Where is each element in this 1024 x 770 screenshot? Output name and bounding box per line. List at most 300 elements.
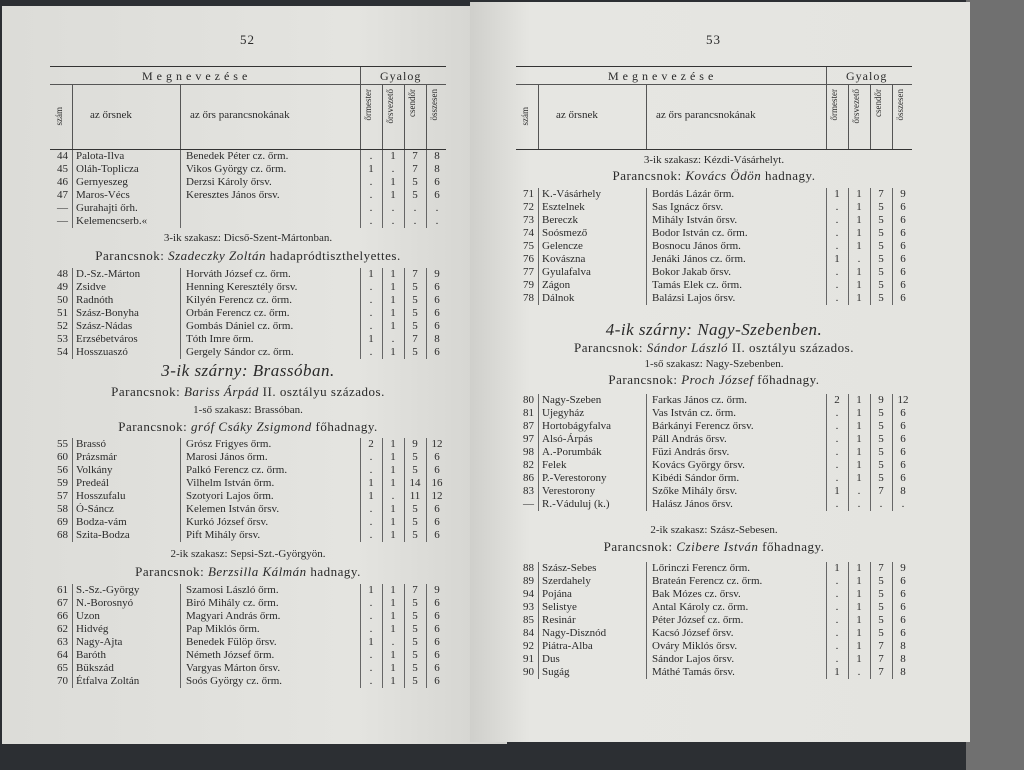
count-cell: 5	[412, 597, 418, 609]
count-cell: 7	[412, 268, 418, 280]
station-name: R.-Váduluj (k.)	[542, 498, 610, 510]
header-gyalog: Gyalog	[846, 69, 888, 83]
station-name: Ujegyház	[542, 407, 585, 419]
count-cell: .	[369, 464, 373, 476]
section-commander	[50, 248, 446, 264]
table-row	[516, 266, 912, 279]
commander-prefix: Parancsnok:	[612, 168, 682, 183]
count-cell: 8	[900, 666, 906, 678]
row-number: 56	[57, 464, 68, 476]
table-row	[516, 188, 912, 201]
count-cell: 1	[390, 477, 396, 489]
row-number: 63	[57, 636, 68, 648]
count-cell: 1	[856, 653, 862, 665]
commander-name: Bordás Lázár őrm.	[652, 188, 735, 200]
count-cell: .	[835, 240, 839, 252]
station-name: Szász-Bonyha	[76, 307, 139, 319]
count-cell: 1	[368, 268, 374, 280]
count-cell: 7	[412, 163, 418, 175]
count-cell: 1	[368, 490, 374, 502]
count-cell: 6	[900, 472, 906, 484]
count-cell: 1	[856, 562, 862, 574]
count-cell: .	[369, 215, 373, 227]
count-cell: 1	[856, 433, 862, 445]
commander-name: Lőrinczi Ferencz őrm.	[652, 562, 751, 574]
section-title: 1-ső szakasz: Brassóban.	[193, 404, 303, 416]
station-name: Esztelnek	[542, 201, 585, 213]
station-name: Ó-Sáncz	[76, 503, 114, 515]
station-name: Bükszád	[76, 662, 114, 674]
count-cell: .	[369, 307, 373, 319]
count-cell: 1	[856, 407, 862, 419]
commander-name: Proch József	[681, 372, 754, 387]
station-name: Oláh-Toplicza	[76, 163, 139, 175]
commander-rank: hadapródtiszthelyettes.	[269, 248, 401, 263]
commander-name: Szadeczky Zoltán	[168, 248, 266, 263]
commander-name: Balázsi Lajos őrsv.	[652, 292, 736, 304]
count-cell: .	[369, 346, 373, 358]
commander-name: Soós György cz. őrm.	[186, 675, 283, 687]
row-number: 73	[523, 214, 534, 226]
count-cell: 5	[878, 614, 884, 626]
row-number: 48	[57, 268, 68, 280]
count-cell: 6	[900, 575, 906, 587]
count-cell: 6	[434, 294, 440, 306]
table-row	[516, 292, 912, 305]
commander-name: Tóth Imre őrm.	[186, 333, 254, 345]
count-cell: .	[413, 202, 417, 214]
commander-name: Sas Ignácz őrsv.	[652, 201, 724, 213]
count-cell: .	[835, 653, 839, 665]
right-page	[470, 2, 970, 742]
table-row	[516, 459, 912, 472]
count-cell: 1	[856, 640, 862, 652]
count-cell: 14	[409, 477, 421, 489]
count-cell: 1	[390, 189, 396, 201]
station-name: N.-Borosnyó	[76, 597, 134, 609]
count-cell: .	[835, 214, 839, 226]
commander-name: Péter József cz. őrm.	[652, 614, 744, 626]
table-row	[50, 662, 446, 675]
station-name: Verestorony	[542, 485, 596, 497]
count-cell: .	[835, 472, 839, 484]
count-cell: 5	[412, 623, 418, 635]
count-cell: 1	[834, 188, 840, 200]
commander-name: Szamosi László őrm.	[186, 584, 279, 596]
count-cell: .	[857, 666, 861, 678]
count-cell: 6	[900, 227, 906, 239]
commander-name: Grósz Frigyes őrm.	[186, 438, 272, 450]
count-cell: 5	[412, 503, 418, 515]
count-cell: 1	[856, 446, 862, 458]
count-cell: 1	[368, 584, 374, 596]
count-cell: 6	[900, 588, 906, 600]
table-row	[50, 268, 446, 281]
table-row	[516, 240, 912, 253]
column-rule	[382, 150, 383, 228]
count-cell: .	[369, 516, 373, 528]
count-cell: 7	[878, 666, 884, 678]
header-szam: szám	[54, 107, 64, 126]
station-name: P.-Verestorony	[542, 472, 607, 484]
rows-group-2	[516, 394, 912, 511]
count-cell: 6	[900, 407, 906, 419]
row-number: 81	[523, 407, 534, 419]
count-cell: .	[369, 529, 373, 541]
count-cell: .	[369, 597, 373, 609]
count-cell: 6	[434, 675, 440, 687]
count-cell: 1	[390, 438, 396, 450]
table-row	[50, 215, 446, 228]
table-row	[516, 498, 912, 511]
column-rule	[360, 584, 361, 688]
count-cell: 5	[878, 240, 884, 252]
count-cell: 8	[900, 485, 906, 497]
table-row	[50, 150, 446, 163]
table-row	[516, 472, 912, 485]
count-cell: 6	[900, 459, 906, 471]
count-cell: 1	[856, 292, 862, 304]
row-number: 59	[57, 477, 68, 489]
commander-name: Brateán Ferencz cz. őrm.	[652, 575, 763, 587]
count-cell: 1	[390, 503, 396, 515]
count-cell: 1	[368, 636, 374, 648]
station-name: Szász-Sebes	[542, 562, 597, 574]
section-commander	[50, 564, 446, 580]
count-cell: 5	[878, 292, 884, 304]
count-cell: .	[369, 451, 373, 463]
section-title: 3-ik szakasz: Dicső-Szent-Mártonban.	[163, 232, 333, 244]
commander-rank: II. osztályu százados.	[731, 340, 854, 355]
count-cell: 5	[878, 279, 884, 291]
count-cell: 6	[434, 307, 440, 319]
table-row	[50, 438, 446, 451]
count-cell: 5	[412, 176, 418, 188]
station-name: Palota-Ilva	[76, 150, 125, 162]
count-cell: 1	[834, 253, 840, 265]
station-name: Dálnok	[542, 292, 575, 304]
commander-name: Jenáki János cz. őrm.	[652, 253, 746, 265]
table-row	[50, 636, 446, 649]
table-row	[516, 253, 912, 266]
count-cell: 1	[390, 675, 396, 687]
row-number: 49	[57, 281, 68, 293]
table-row	[50, 163, 446, 176]
header-parancsnok: az őrs parancsnokának	[656, 109, 756, 121]
commander-name: Ováry Miklós őrsv.	[652, 640, 738, 652]
count-cell: .	[857, 498, 861, 510]
count-cell: 1	[390, 597, 396, 609]
count-cell: 5	[412, 281, 418, 293]
count-cell: 6	[900, 214, 906, 226]
table-row	[516, 279, 912, 292]
row-number: 88	[523, 562, 534, 574]
count-cell: .	[391, 333, 395, 345]
column-rule	[180, 150, 181, 228]
row-number: 69	[57, 516, 68, 528]
table-row	[50, 307, 446, 320]
station-name: Prázsmár	[76, 451, 117, 463]
count-cell: .	[369, 503, 373, 515]
station-name: K.-Vásárhely	[542, 188, 601, 200]
count-cell: 8	[434, 150, 440, 162]
row-number: 44	[57, 150, 68, 162]
column-rule	[360, 438, 361, 542]
count-cell: 5	[412, 451, 418, 463]
count-cell: .	[857, 253, 861, 265]
count-cell: 6	[434, 516, 440, 528]
station-name: Soósmező	[542, 227, 588, 239]
column-rule	[404, 150, 405, 228]
row-number: 71	[523, 188, 534, 200]
station-name: Uzon	[76, 610, 100, 622]
rows-group-3	[50, 438, 446, 542]
count-cell: 7	[878, 653, 884, 665]
section-title: 3-ik szakasz: Kézdi-Vásárhelyt.	[643, 154, 785, 166]
count-cell: 1	[390, 346, 396, 358]
table-row	[516, 446, 912, 459]
table-row	[50, 464, 446, 477]
count-cell: 6	[434, 649, 440, 661]
commander-name: Kurkó József őrsv.	[186, 516, 269, 528]
column-rule	[646, 188, 647, 305]
commander-name: Gergely Sándor cz. őrm.	[186, 346, 294, 358]
count-cell: 5	[412, 662, 418, 674]
commander-rank: főhadnagy.	[762, 539, 825, 554]
row-number: 84	[523, 627, 534, 639]
count-cell: .	[413, 215, 417, 227]
count-cell: .	[391, 202, 395, 214]
header-col-osszesen: összesen	[895, 89, 905, 121]
count-cell: 6	[434, 464, 440, 476]
count-cell: 5	[878, 201, 884, 213]
row-number: 57	[57, 490, 68, 502]
count-cell: 6	[900, 627, 906, 639]
station-name: Gernyeszeg	[76, 176, 128, 188]
column-rule	[848, 188, 849, 305]
wing-title: 4-ik szárny: Nagy-Szebenben.	[605, 320, 823, 339]
column-rule	[404, 584, 405, 688]
header-gyalog: Gyalog	[380, 69, 422, 83]
count-cell: 6	[434, 189, 440, 201]
count-cell: .	[369, 320, 373, 332]
station-name: D.-Sz.-Márton	[76, 268, 141, 280]
count-cell: 6	[900, 240, 906, 252]
table-row	[50, 490, 446, 503]
table-row	[516, 640, 912, 653]
header-col-ormester: őrmester	[829, 89, 839, 121]
table-row	[50, 333, 446, 346]
row-number: 66	[57, 610, 68, 622]
column-rule	[646, 394, 647, 511]
column-rule	[870, 562, 871, 679]
count-cell: 6	[434, 662, 440, 674]
count-cell: 5	[878, 627, 884, 639]
count-cell: .	[835, 601, 839, 613]
commander-prefix: Parancsnok:	[608, 372, 678, 387]
commander-prefix: Parancsnok:	[135, 564, 205, 579]
count-cell: 6	[900, 292, 906, 304]
commander-prefix: Parancsnok:	[118, 419, 188, 434]
table-row	[516, 575, 912, 588]
column-rule	[72, 268, 73, 359]
count-cell: 5	[412, 307, 418, 319]
rows-group-1	[516, 188, 912, 305]
rows-group-2	[50, 268, 446, 359]
count-cell: .	[835, 588, 839, 600]
column-rule	[72, 438, 73, 542]
table-row	[50, 294, 446, 307]
station-name: Bodza-vám	[76, 516, 127, 528]
commander-name: Kovács Ödön	[685, 168, 762, 183]
table-row	[516, 627, 912, 640]
section-commander	[516, 168, 912, 184]
station-name: Kovászna	[542, 253, 586, 265]
count-cell: .	[391, 636, 395, 648]
count-cell: .	[369, 675, 373, 687]
header-orsnek: az őrsnek	[556, 109, 598, 121]
count-cell: .	[369, 294, 373, 306]
count-cell: .	[835, 420, 839, 432]
table-row	[516, 653, 912, 666]
station-name: Gurahajti őrh.	[76, 202, 138, 214]
rows-group-4	[50, 584, 446, 688]
table-row	[516, 433, 912, 446]
commander-name: Kacsó József őrsv.	[652, 627, 734, 639]
commander-name: Vargyas Márton őrsv.	[186, 662, 281, 674]
station-name: Felek	[542, 459, 567, 471]
count-cell: 1	[368, 477, 374, 489]
row-number: 58	[57, 503, 68, 515]
count-cell: 1	[390, 610, 396, 622]
commander-name: Tamás Elek cz. őrm.	[652, 279, 742, 291]
table-row	[50, 281, 446, 294]
table-row	[516, 562, 912, 575]
station-name: Hidvég	[76, 623, 109, 635]
commander-name: Vas István cz. őrm.	[652, 407, 737, 419]
count-cell: 12	[431, 438, 443, 450]
station-name: Nagy-Szeben	[542, 394, 602, 406]
station-name: Hosszufalu	[76, 490, 126, 502]
count-cell: 1	[856, 575, 862, 587]
row-number: 87	[523, 420, 534, 432]
commander-name: Horváth József cz. őrm.	[186, 268, 291, 280]
row-number: 90	[523, 666, 534, 678]
header-col-orsvezeto: őrsvezető	[385, 89, 395, 124]
count-cell: 5	[878, 601, 884, 613]
count-cell: 5	[878, 575, 884, 587]
commander-name: Kibédi Sándor őrm.	[652, 472, 740, 484]
count-cell: 1	[390, 150, 396, 162]
count-cell: 6	[434, 529, 440, 541]
station-name: Nagy-Ajta	[76, 636, 123, 648]
table-row	[50, 516, 446, 529]
row-number: 82	[523, 459, 534, 471]
commander-name: Szotyori Lajos őrm.	[186, 490, 274, 502]
station-name: Étfalva Zoltán	[76, 675, 140, 687]
table-row	[516, 588, 912, 601]
count-cell: 6	[900, 201, 906, 213]
table-header	[516, 66, 912, 150]
count-cell: .	[391, 215, 395, 227]
count-cell: 9	[900, 562, 906, 574]
commander-name: Henning Keresztély őrsv.	[186, 281, 298, 293]
row-number: 55	[57, 438, 68, 450]
row-number: 79	[523, 279, 534, 291]
commander-name: Bosnocu János őrm.	[652, 240, 741, 252]
station-name: Hosszuaszó	[76, 346, 128, 358]
count-cell: 1	[390, 320, 396, 332]
column-rule	[426, 438, 427, 542]
header-col-osszesen: összesen	[429, 89, 439, 121]
count-cell: 5	[878, 588, 884, 600]
count-cell: 5	[412, 675, 418, 687]
column-rule	[848, 562, 849, 679]
count-cell: 5	[878, 266, 884, 278]
count-cell: 1	[390, 307, 396, 319]
wing-commander	[50, 384, 446, 400]
column-rule	[826, 188, 827, 305]
commander-rank: főhadnagy.	[315, 419, 378, 434]
background-edge	[966, 0, 1024, 770]
page-number: 52	[240, 32, 255, 47]
count-cell: .	[857, 485, 861, 497]
row-number: 97	[523, 433, 534, 445]
station-name: Brassó	[76, 438, 106, 450]
table-row	[50, 202, 446, 215]
wing-title: 3-ik szárny: Brassóban.	[161, 361, 335, 380]
table-row	[50, 451, 446, 464]
table-row	[50, 584, 446, 597]
commander-name: Antal Károly cz. őrm.	[652, 601, 749, 613]
row-number: 77	[523, 266, 534, 278]
count-cell: .	[835, 227, 839, 239]
count-cell: 5	[412, 464, 418, 476]
table-row	[516, 227, 912, 240]
commander-name: Sándor Lajos őrsv.	[652, 653, 735, 665]
count-cell: .	[369, 202, 373, 214]
row-number: 83	[523, 485, 534, 497]
count-cell: .	[835, 201, 839, 213]
left-page	[2, 6, 507, 744]
row-number: —	[523, 498, 534, 510]
count-cell: 1	[390, 464, 396, 476]
count-cell: 1	[856, 214, 862, 226]
count-cell: 6	[900, 279, 906, 291]
count-cell: 12	[431, 490, 443, 502]
count-cell: 5	[412, 636, 418, 648]
section-title: 1-ső szakasz: Nagy-Szebenben.	[644, 358, 784, 370]
table-row	[50, 346, 446, 359]
section-title: 2-ik szakasz: Sepsi-Szt.-Györgyön.	[170, 548, 326, 560]
commander-name: Füzi András őrsv.	[652, 446, 730, 458]
count-cell: 6	[900, 266, 906, 278]
count-cell: 6	[900, 253, 906, 265]
count-cell: 1	[390, 451, 396, 463]
station-name: Selistye	[542, 601, 577, 613]
station-name: Gyulafalva	[542, 266, 591, 278]
count-cell: 8	[900, 640, 906, 652]
count-cell: 1	[856, 240, 862, 252]
commander-rank: hadnagy.	[310, 564, 361, 579]
count-cell: 1	[390, 529, 396, 541]
count-cell: 6	[434, 320, 440, 332]
commander-name: Kovács György őrsv.	[652, 459, 745, 471]
commander-name: Berzsilla Kálmán	[207, 564, 307, 579]
count-cell: 5	[878, 407, 884, 419]
count-cell: 5	[412, 610, 418, 622]
count-cell: 6	[434, 281, 440, 293]
